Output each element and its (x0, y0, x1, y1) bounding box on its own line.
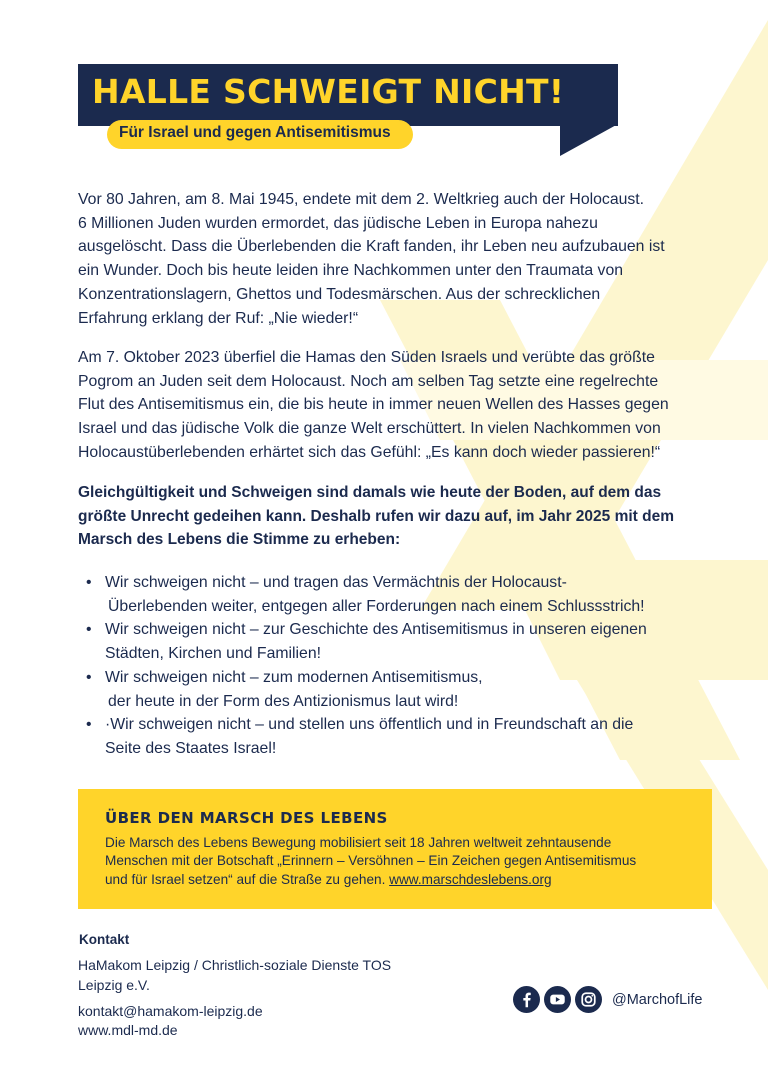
text-line: und für Israel setzen“ auf die Straße zu gehen. (105, 871, 386, 887)
speech-bubble-tail (560, 124, 620, 158)
info-box-text (105, 834, 705, 889)
text-line: Wir schweigen nicht – zur Geschichte des Antisemitismus in unseren eigenen (105, 621, 647, 639)
call-to-action-paragraph (78, 481, 718, 552)
instagram-icon[interactable] (575, 986, 602, 1013)
text-line: größte Unrecht gedeihen kann. Deshalb rufen wir dazu auf, im Jahr 2025 mit dem (78, 507, 675, 525)
bullet-list (78, 571, 728, 761)
social-handle: @MarchofLife (612, 991, 703, 1008)
contact-heading: Kontakt (79, 932, 130, 947)
list-item (78, 618, 728, 665)
intro-paragraph (78, 188, 718, 330)
text-line: Wir schweigen nicht – zum modernen Antisemitismus, (105, 668, 483, 686)
text-line: der heute in der Form des Antizionismus laut wird! (108, 692, 459, 710)
text-line: 6 Millionen Juden wurden ermordet, das jüdische Leben in Europa nahezu (78, 214, 598, 232)
text-line: Konzentrationslagern, Ghettos und Todesmärschen. Aus der schrecklichen (78, 285, 601, 303)
text-line: Holocaustüberlebenden erhärtet sich das Gefühl: „Es kann doch wieder passieren!“ (78, 443, 661, 461)
contact-website-link[interactable]: www.mdl-md.de (78, 1022, 178, 1038)
youtube-icon[interactable] (544, 986, 571, 1013)
facebook-icon[interactable] (513, 986, 540, 1013)
contact-org-suffix: Leipzig e.V. (78, 977, 150, 993)
text-line: Erfahrung erklang der Ruf: „Nie wieder!“ (78, 309, 359, 327)
text-line: Am 7. Oktober 2023 überfiel die Hamas den Süden Israels und verübte das größte (78, 349, 655, 366)
text-line: ausgelöscht. Dass die Überlebenden die Kraft fanden, ihr Leben neu aufzubauen ist (78, 238, 665, 256)
text-line: Überlebenden weiter, entgegen aller Forderungen nach einem Schlussstrich! (108, 597, 645, 615)
text-line: Wir schweigen nicht – und tragen das Vermächtnis der Holocaust- (105, 574, 567, 591)
contact-org: HaMakom Leipzig / Christlich-soziale Dienste TOS (78, 957, 392, 973)
text-line: ·Wir schweigen nicht – und stellen uns öffentlich und in Freundschaft an die (105, 716, 634, 734)
list-item (78, 571, 728, 618)
text-line: Israel und das jüdische Volk die ganze Welt erschüttert. In vielen Nachkommen von (78, 420, 661, 438)
text-line: Die Marsch des Lebens Bewegung mobilisiert seit 18 Jahren weltweit zehntausende (105, 835, 612, 850)
social-links (513, 986, 702, 1013)
page-subtitle: Für Israel und gegen Antisemitismus (119, 124, 391, 141)
text-line: Seite des Staates Israel! (105, 739, 277, 757)
contact-email-link[interactable]: kontakt@hamakom-leipzig.de (78, 1003, 263, 1019)
text-line: Flut des Antisemitismus ein, die bis heute in immer neuen Wellen des Hasses gegen (78, 396, 669, 414)
text-line: Marsch des Lebens die Stimme zu erheben: (78, 531, 401, 549)
marsch-website-link[interactable]: www.marschdeslebens.org (389, 871, 552, 887)
text-line: Menschen mit der Botschaft „Erinnern – Versöhnen – Ein Zeichen gegen Antisemitismus (105, 853, 637, 869)
text-line: Gleichgültigkeit und Schweigen sind damals wie heute der Boden, auf dem das (78, 484, 662, 501)
info-box-title: ÜBER DEN MARSCH DES LEBENS (105, 809, 388, 827)
page-title: HALLE SCHWEIGT NICHT! (92, 72, 565, 111)
october-paragraph (78, 346, 718, 465)
list-item (78, 666, 728, 713)
text-line: Vor 80 Jahren, am 8. Mai 1945, endete mit dem 2. Weltkrieg auch der Holocaust. (78, 191, 645, 208)
list-item (78, 713, 728, 760)
text-line: Pogrom an Juden seit dem Holocaust. Noch am selben Tag setzte eine regelrechte (78, 372, 659, 390)
text-line: Städten, Kirchen und Familien! (105, 645, 322, 663)
text-line: ein Wunder. Doch bis heute leiden ihre Nachkommen unter den Traumata von (78, 262, 624, 280)
